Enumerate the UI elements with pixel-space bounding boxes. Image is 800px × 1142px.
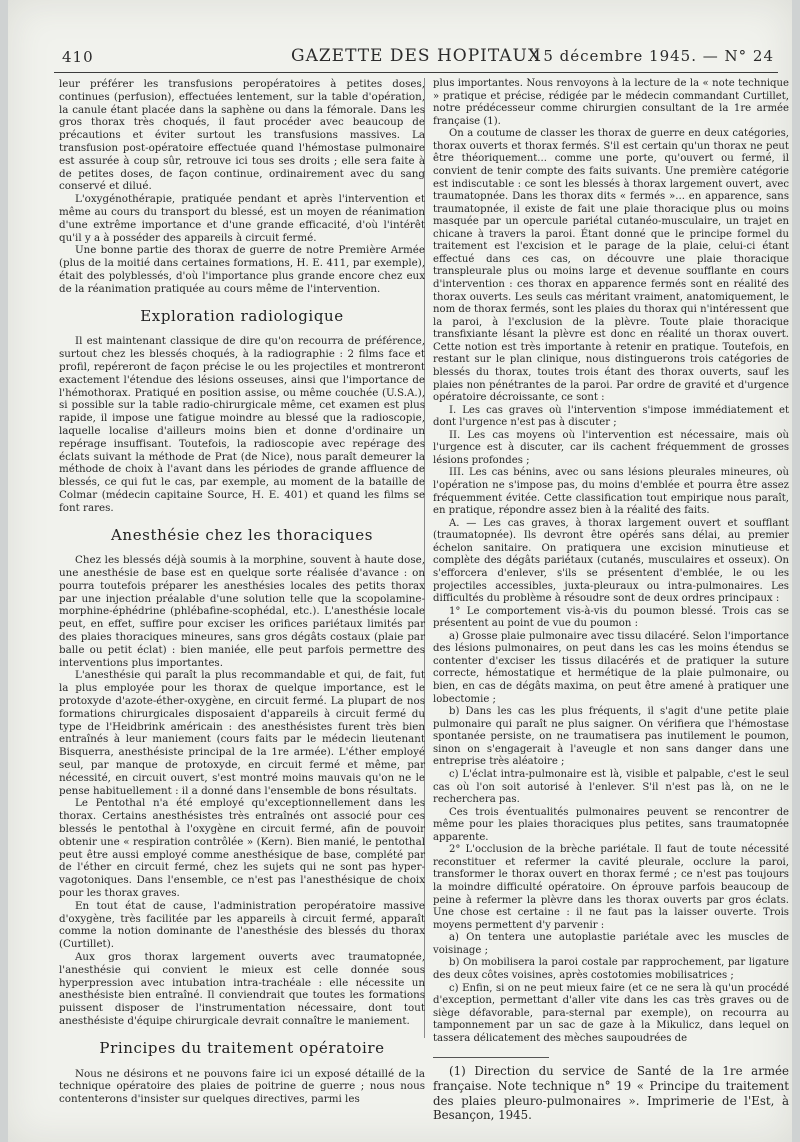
- footnote: (1) Direction du service de Santé de la 1re armée française. Note technique n° 19 « Principe du traitement des plaies pleuro-pulmonaires ». Imprimerie de l'Est, à Besançon, 1945.: [433, 1064, 789, 1123]
- left-column: [59, 78, 425, 1106]
- paragraph: Nous ne désirons et ne pouvons faire ici un exposé détaillé de la technique opératoire des plaies de poitrine de guerre ; nous nous contenterons d'insister sur quelques directives, parmi les: [59, 1067, 425, 1106]
- page-header: [58, 44, 774, 66]
- paragraph: b) On mobilisera la paroi costale par rapprochement, par ligature des deux côtes voisines, après costotomies mobilisatrices ;: [433, 957, 789, 981]
- paragraph: 2° L'occlusion de la brèche pariétale. Il faut de toute nécessité reconstituer et refermer la cavité pleurale, occlure la paroi, transformer le thorax ouvert en thorax fermé ; ce n'est pas toujours la moindre difficulté opératoire. On éprouve parfois beaucoup de peine à refermer la plèvre dans les thorax ouverts par gros éclats. Une chose est certaine : il ne faut pas la laisser ouverte. Trois moyens permettent d'y parvenir :: [433, 844, 789, 931]
- page-number: 410: [62, 48, 94, 66]
- paragraph: Une bonne partie des thorax de guerre de notre Première Armée (plus de la moitié dans certaines formations, H. E. 411, par exemple), était des polyblessés, d'où l'importance plus grande encore chez eux de la réanimation pratiquée au cours même de l'intervention.: [59, 244, 425, 295]
- paragraph: leur préférer les transfusions peropératoires à petites doses, continues (perfusion), effectuées lentement, sur la table d'opération, la canule étant placée dans la saphène ou dans la fémorale. Dans les gros thorax très choqués, il faut procéder avec beaucoup de précautions et éviter surtout les transfusions massives. La transfusion post-opératoire effectuée quand l'hémostase pulmonaire est assurée à coup sûr, retrouve ici tous ses droits ; elle sera faite à de petites doses, de façon continue, ordinairement avec du sang conservé et dilué.: [59, 78, 425, 193]
- paragraph: a) On tentera une autoplastie pariétale avec les muscles de voisinage ;: [433, 932, 789, 956]
- right-column: [433, 78, 789, 1123]
- section-heading-anesthesia: Anesthésie chez les thoraciques: [111, 525, 373, 544]
- newspaper-page: [8, 0, 792, 1142]
- paragraph: On a coutume de classer les thorax de guerre en deux catégories, thorax ouverts et thorax fermés. S'il est certain qu'un thorax ne peut être théoriquement... comme une porte, qu'ouvert ou fermé, il convient de tenir compte des faits suivants. Une première catégorie est indiscutable : ce sont les blessés à thorax largement ouvert, avec traumatopnée. Dans les thorax dits « fermés »... en apparence, sans traumatopnée, il existe de fait une plaie thoracique plus ou moins masquée par un opercule pariétal cutanéo-musculaire, un trajet en chicane à travers la paroi. Étant donné que le principe formel du traitement est l'excision et le parage de la plaie, celui-ci étant effectué dans ces cas, on découvre une plaie thoracique transpleurale plus ou moins large et devenue soufflante en cours d'intervention : ces thorax en apparence fermés sont en réalité des thorax ouverts. Les seuls cas méritant vraiment, anatomiquement, le nom de thorax fermés, sont les plaies du thorax qui n'intéressent que la paroi, à l'exclusion de la plèvre. Toute plaie thoracique transfixiante lésant la plèvre est donc en réalité un thorax ouvert. Cette notion est très importante à retenir en pratique. Toutefois, en restant sur le plan clinique, nous distinguerons trois catégories de blessés du thorax, toutes trois étant des thorax ouverts, sauf les plaies non pénétrantes de la paroi. Par ordre de gravité et d'urgence opératoire décroissante, ce sont :: [433, 128, 789, 404]
- paragraph: Ces trois éventualités pulmonaires peuvent se rencontrer de même pour les plaies thoraciques plus petites, sans traumatopnée apparente.: [433, 806, 789, 843]
- paragraph: a) Grosse plaie pulmonaire avec tissu dilacéré. Selon l'importance des lésions pulmonaires, on peut dans les cas les moins étendus se contenter d'exciser les tissus dilacérés et de pratiquer la suture correcte, hémostatique et hermétique de la plaie pulmonaire, ou bien, en cas de dégâts maxima, on peut être amené à pratiquer une lobectomie ;: [433, 630, 789, 705]
- paragraph: L'anesthésie qui paraît la plus recommandable et qui, de fait, fut la plus employée pour les thorax de quelque importance, est le protoxyde d'azote-éther-oxygène, en circuit fermé. La plupart de nos formations chirurgicales disposaient d'appareils à circuit fermé du type de l'Heidbrink américain : des anesthésistes furent très bien entraînés à leur maniement (cours faits par le médecin lieutenant Bisquerra, anesthésiste principal de la 1re armée). L'éther employé seul, par manque de protoxyde, en circuit fermé et même, par nécessité, en circuit ouvert, s'est montré moins mauvais qu'on ne le pense habituellement : il a donné dans l'ensemble de bons résultats.: [59, 669, 425, 797]
- header-rule: [54, 72, 778, 73]
- paragraph: c) Enfin, si on ne peut mieux faire (et ce ne sera là qu'un procédé d'exception, permettant d'aller vite dans les cas très graves ou de siège défavorable, para-sternal par exemple), on recourra au tamponnement par un sac de gaze à la Mikulicz, dans lequel on tassera délicatement des mèches saupoudrées de: [433, 982, 789, 1044]
- footnote-rule: [433, 1057, 549, 1058]
- paragraph: Il est maintenant classique de dire qu'on recourra de préférence, surtout chez les blessés choqués, à la radiographie : 2 films face et profil, repéreront de façon précise le ou les projectiles et montreront exactement l'étendue des lésions osseuses, ainsi que l'importance de l'hémothorax. Pratiqué en position assise, ou même couchée (U.S.A.), si possible sur la table radio-chirurgicale même, cet examen est plus rapide, il impose une fatigue moindre au blessé que la radioscopie, laquelle localise d'ailleurs moins bien et donne d'ordinaire un repérage insuffisant. Toutefois, la radioscopie avec repérage des éclats suivant la méthode de Prat (de Nice), nous paraît demeurer la méthode de choix à l'avant dans les périodes de grande affluence de blessés, ce qui fut le cas, par exemple, au moment de la bataille de Colmar (médecin capitaine Source, H. E. 401) et quand les films se font rares.: [59, 335, 425, 514]
- paragraph: 1° Le comportement vis-à-vis du poumon blessé. Trois cas se présentent au point de vue du poumon :: [433, 605, 789, 630]
- paragraph: b) Dans les cas les plus fréquents, il s'agit d'une petite plaie pulmonaire qui paraît ne plus saigner. On vérifiera que l'hémostase spontanée persiste, on ne traumatisera pas inutilement le poumon, sinon on s'engagerait à l'aveugle et non sans danger dans une entreprise très aléatoire ;: [433, 706, 789, 768]
- paragraph: A. — Les cas graves, à thorax largement ouvert et soufflant (traumatopnée). Ils devront être opérés sans délai, au premier échelon sanitaire. On pratiquera une excision minutieuse et complète des dégâts pariétaux (cutanés, musculaires et osseux). On s'efforcera d'enlever, s'ils se présentent d'emblée, le ou les projectiles accessibles, juxta-pleuraux ou intra-pulmonaires. Les difficultés du problème à résoudre sont de deux ordres principaux :: [433, 517, 789, 605]
- section-heading-principles: Principes du traitement opératoire: [99, 1038, 385, 1057]
- paragraph: c) L'éclat intra-pulmonaire est là, visible et palpable, c'est le seul cas où l'on soit autorisé à l'enlever. S'il n'est pas là, on ne le recherchera pas.: [433, 768, 789, 806]
- journal-title: GAZETTE DES HOPITAUX: [290, 46, 541, 66]
- section-heading-radiology: Exploration radiologique: [140, 306, 344, 325]
- paragraph: I. Les cas graves où l'intervention s'impose immédiatement et dont l'urgence n'est pas à discuter ;: [433, 404, 789, 429]
- paragraph: II. Les cas moyens où l'intervention est nécessaire, mais où l'urgence est à discuter, car ils cachent fréquemment de grosses lésions profondes ;: [433, 429, 789, 466]
- paragraph: Aux gros thorax largement ouverts avec traumatopnée, l'anesthésie qui convient le mieux est celle donnée sous hyperpression avec intubation intra-trachéale : elle nécessite un anesthésiste bien entraîné. Il conviendrait que toutes les formations puissent disposer de l'instrumentation nécessaire, dont tout anesthésiste d'équipe chirurgicale devrait connaître le maniement.: [59, 951, 425, 1027]
- paragraph: En tout état de cause, l'administration peropératoire massive d'oxygène, très facilitée par les appareils à circuit fermé, apparaît comme la notion dominante de l'anesthésie des blessés du thorax (Curtillet).: [59, 899, 425, 951]
- paragraph: L'oxygénothérapie, pratiquée pendant et après l'intervention et même au cours du transport du blessé, est un moyen de réanimation d'une extrême importance et d'une grande efficacité, d'où l'intérêt qu'il y a à posséder des appareils à circuit fermé.: [59, 193, 425, 244]
- paragraph: plus importantes. Nous renvoyons à la lecture de la « note technique » pratique et précise, rédigée par le médecin commandant Curtillet, notre prédécesseur comme chirurgien consultant de la 1re armée française (1).: [433, 78, 789, 127]
- paragraph: Chez les blessés déjà soumis à la morphine, souvent à haute dose, une anesthésie de base est en quelque sorte réalisée d'avance : on pourra toutefois préparer les anesthésies locales des petits thorax par une injection préalable d'une solution telle que la scopolamine-morphine-éphédrine (phlébafine-scophédal, etc.). L'anesthésie locale peut, en effet, suffire pour exciser les orifices pariétaux limités par des plaies thoraciques mineures, sans gros dégâts costaux (plaie par balle ou petit éclat) : bien maniée, elle peut parfois permettre des interventions plus importantes.: [59, 554, 425, 669]
- paragraph: Le Pentothal n'a été employé qu'exceptionnellement dans les thorax. Certains anesthésistes très entraînés ont associé pour ces blessés le pentothal à l'oxygène en circuit fermé, afin de pouvoir obtenir une « respiration contrôlée » (Kern). Bien manié, le pentothal peut être aussi employé comme anesthésique de base, complété par de l'éther en circuit fermé, chez les sujets qui ne sont pas hyper-vagotoniques. Dans l'ensemble, ce n'est pas l'anesthésique de choix pour les thorax graves.: [59, 797, 425, 900]
- issue-dateline: 15 décembre 1945. — N° 24: [532, 47, 774, 65]
- paragraph: III. Les cas bénins, avec ou sans lésions pleurales mineures, où l'opération ne s'impose pas, du moins d'emblée et pourra être assez fréquemment évitée. Cette classification tout empirique nous paraît, en pratique, répondre assez bien à la réalité des faits.: [433, 467, 789, 517]
